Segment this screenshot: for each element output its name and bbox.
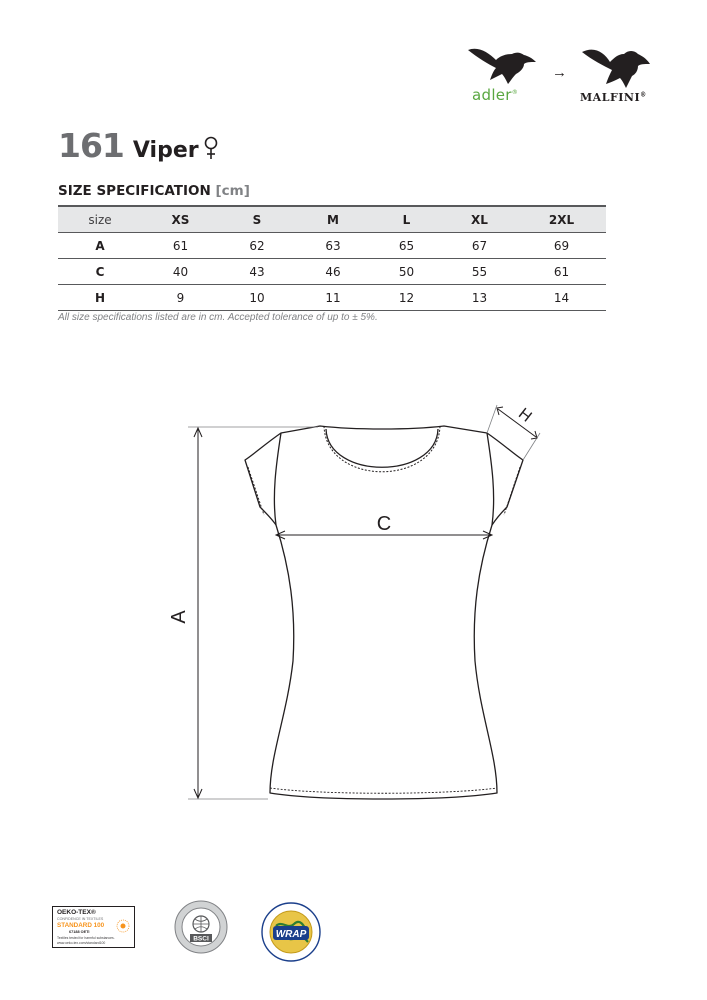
- bsci-seal-icon: [174, 900, 228, 954]
- adler-wordmark: adler®: [472, 86, 519, 104]
- certification-logos: [52, 900, 342, 970]
- adler-bird-icon: [466, 42, 538, 84]
- row-key-a: A: [58, 233, 142, 259]
- table-cell: 13: [442, 285, 517, 311]
- oeko-title: OEKO-TEX®: [57, 909, 96, 916]
- malfini-wordmark: MALFINI®: [580, 91, 647, 104]
- table-cell: 46: [295, 259, 371, 285]
- oeko-subtitle: CONFIDENCE IN TEXTILES: [57, 917, 104, 921]
- size-header-l: L: [371, 206, 442, 233]
- table-row: [58, 259, 606, 285]
- size-spec-unit: [cm]: [215, 183, 250, 199]
- table-cell: 61: [142, 233, 219, 259]
- table-cell: 10: [219, 285, 295, 311]
- measurement-label-a: A: [168, 610, 190, 624]
- oeko-id: 67188 OETI: [69, 930, 90, 934]
- size-spec-heading: [58, 183, 250, 199]
- brand-logos: [462, 40, 662, 110]
- oeko-line-2: www.oeko-tex.com/standard100: [57, 941, 106, 945]
- malfini-bird-icon: [580, 42, 652, 88]
- oeko-tex-badge: [52, 906, 135, 948]
- wrap-label: WRAP: [275, 929, 307, 940]
- table-cell: 14: [517, 285, 606, 311]
- table-cell: 69: [517, 233, 606, 259]
- table-cell: 62: [219, 233, 295, 259]
- table-cell: 40: [142, 259, 219, 285]
- table-row: [58, 285, 606, 311]
- size-header-xs: XS: [142, 206, 219, 233]
- row-key-h: H: [58, 285, 142, 311]
- size-header-s: S: [219, 206, 295, 233]
- table-cell: 63: [295, 233, 371, 259]
- arrow-right-icon: →: [552, 64, 567, 81]
- oeko-star-icon: [116, 919, 130, 933]
- measurement-label-h: H: [514, 405, 535, 426]
- female-symbol-icon: [203, 136, 219, 160]
- table-cell: 55: [442, 259, 517, 285]
- table-cell: 67: [442, 233, 517, 259]
- row-key-c: C: [58, 259, 142, 285]
- size-header-xl: XL: [442, 206, 517, 233]
- table-cell: 9: [142, 285, 219, 311]
- measurement-label-c: C: [376, 513, 392, 535]
- size-spec-title: SIZE SPECIFICATION: [58, 183, 211, 199]
- size-header-m: M: [295, 206, 371, 233]
- size-table: [58, 205, 606, 311]
- tshirt-measurement-diagram: [0, 395, 707, 825]
- table-cell: 50: [371, 259, 442, 285]
- size-table-header: [58, 206, 606, 233]
- product-title: [58, 126, 219, 165]
- table-row: [58, 233, 606, 259]
- oeko-line-1: Textiles tested for harmful substances.: [57, 936, 115, 940]
- table-cell: 65: [371, 233, 442, 259]
- tolerance-note: All size specifications listed are in cm. Accepted tolerance of up to ± 5%.: [58, 312, 378, 323]
- bsci-label: BSCI: [193, 935, 209, 943]
- table-cell: 43: [219, 259, 295, 285]
- tshirt-outline: [245, 426, 523, 799]
- product-code: 161: [58, 126, 124, 165]
- wrap-seal-icon: [260, 900, 322, 964]
- measurement-a: [188, 427, 318, 799]
- table-cell: 11: [295, 285, 371, 311]
- size-header-label: size: [58, 206, 142, 233]
- oeko-standard: STANDARD 100: [57, 922, 105, 929]
- size-header-2xl: 2XL: [517, 206, 606, 233]
- product-name: Viper: [132, 138, 199, 163]
- table-cell: 61: [517, 259, 606, 285]
- table-cell: 12: [371, 285, 442, 311]
